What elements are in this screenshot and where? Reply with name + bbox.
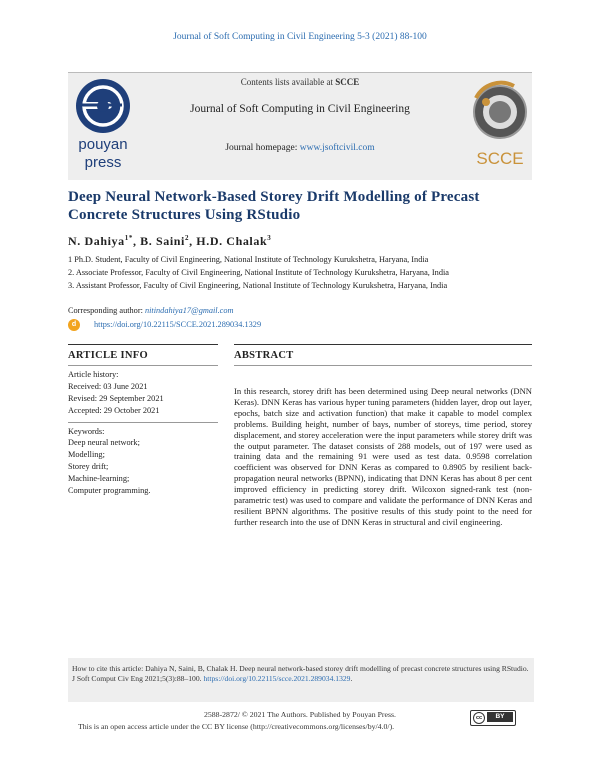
citation-text	[72, 664, 532, 684]
keywords-rule	[68, 422, 218, 423]
pouyan-logo-icon	[68, 74, 138, 174]
keyword-item: Modelling;	[68, 450, 105, 459]
cc-by-license-icon[interactable]	[470, 710, 516, 726]
received-date: Received: 03 June 2021	[68, 382, 148, 391]
doi-icon: d	[68, 319, 80, 331]
running-journal-header: Journal of Soft Computing in Civil Engineering 5-3 (2021) 88-100	[173, 32, 427, 42]
contents-prefix: Contents lists available at	[240, 77, 336, 87]
keywords-label: Keywords:	[68, 427, 105, 436]
revised-date: Revised: 29 September 2021	[68, 394, 164, 403]
accepted-date: Accepted: 29 October 2021	[68, 406, 160, 415]
corresponding-label: Corresponding author:	[68, 306, 145, 315]
homepage-label: Journal homepage:	[225, 143, 300, 153]
article-title	[68, 188, 538, 224]
issn-copyright: 2588-2872/ © 2021 The Authors. Published by Pouyan Press.	[203, 710, 397, 719]
affiliation-2: 2. Associate Professor, Faculty of Civil Engineering, National Institute of Technology Kurukshetra, Haryana, India	[68, 268, 449, 277]
pouyan-press-logo	[68, 74, 138, 174]
citation-doi-link[interactable]: https://doi.org/10.22115/scce.2021.289034.1329	[203, 674, 351, 683]
corresponding-email-link[interactable]: nitindahiya17@gmail.com	[144, 306, 234, 315]
author-name: B. Saini	[140, 234, 185, 248]
article-info-heading: ARTICLE INFO	[68, 350, 148, 361]
affiliation-1: 1 Ph.D. Student, Faculty of Civil Engineering, National Institute of Technology Kurukshetra, Haryana, India	[68, 255, 429, 264]
contents-brand: SCCE	[335, 77, 360, 87]
article-info-subrule	[68, 365, 218, 366]
keyword-item: Deep neural network;	[68, 438, 140, 447]
author-name: H.D. Chalak	[196, 234, 268, 248]
pouyan-logo-line1: pouyan	[78, 136, 128, 153]
citation-end: .	[350, 674, 353, 683]
homepage-link[interactable]: www.jsoftcivil.com	[299, 143, 375, 153]
scce-logo-icon	[462, 80, 538, 172]
scce-logo-text: SCCE	[476, 149, 524, 168]
author-list: N. Dahiya$^{1*}$, B. Saini$^2$, H.D. Chalak$^3$	[68, 234, 272, 248]
keyword-item: Storey drift;	[68, 462, 109, 471]
cc-icon: cc	[473, 712, 485, 724]
scce-logo	[462, 80, 538, 172]
author-affiliation-mark: 1*	[124, 234, 133, 242]
keyword-item: Machine-learning;	[68, 474, 130, 483]
journal-name: Journal of Soft Computing in Civil Engineering	[190, 103, 410, 115]
abstract-rule	[234, 344, 532, 345]
doi-link[interactable]: https://doi.org/10.22115/SCCE.2021.289034.1329	[94, 320, 262, 329]
pouyan-logo-line2: press	[84, 154, 122, 171]
author-name: N. Dahiya	[68, 234, 125, 248]
author-affiliation-mark: 2	[184, 234, 190, 242]
keyword-item: Computer programming.	[68, 486, 151, 495]
title-line-2: Concrete Structures Using RStudio	[68, 207, 301, 223]
title-line-1: Deep Neural Network-Based Storey Drift Modelling of Precast	[68, 189, 480, 205]
citation-body: How to cite this article: Dahiya N, Saini, B, Chalak H. Deep neural network-based storey drift modelling of precast concrete structures using RStudio. J Soft Comput Civ Eng 2021;5(3):88–100.	[72, 664, 529, 683]
article-history-label: Article history:	[68, 370, 119, 379]
by-icon: BY	[487, 712, 513, 722]
abstract-subrule	[234, 365, 532, 366]
affiliation-3: 3. Assistant Professor, Faculty of Civil Engineering, National Institute of Technology Kurukshetra, Haryana, India	[68, 281, 448, 290]
abstract-body: In this research, storey drift has been determined using Deep neural networks (DNN Keras). DNN Keras has various hyper tuning parameters (hidden layer, drop out layer, epochs, batch size and activation function) that make it capable to model complex problems. Building height, number of bays, number of storeys, time period, storey displacement, and storey acceleration were the input parameters while storey drift was the output parameter. The dataset consists of 288 models, out of 197 were used as training data and the remaining 91 were used as test data. 0.9598 correlation coefficient was observed for DNN Keras as compared to 0.8905 by resilient back-propagation neural networks (BPNN), indicating that DNN Keras has about 8 per cent improved efficiency in predicting storey drift. Wilcoxon signed-rank test (non-parametric test) was used to compare and validate the performance of DNN Keras and resilient BPNN algorithms. The positive results of this study point to the need for further research into the use of DNN Keras in structural and civil engineering.	[234, 386, 532, 527]
header-divider	[68, 72, 532, 73]
corresponding-author	[68, 306, 234, 315]
article-info-rule	[68, 344, 218, 345]
author-affiliation-mark: 3	[267, 234, 272, 242]
license-statement: This is an open access article under the CC BY license (http://creativecommons.org/licenses/by/4.0/).	[78, 722, 395, 731]
abstract-heading: ABSTRACT	[234, 350, 294, 361]
